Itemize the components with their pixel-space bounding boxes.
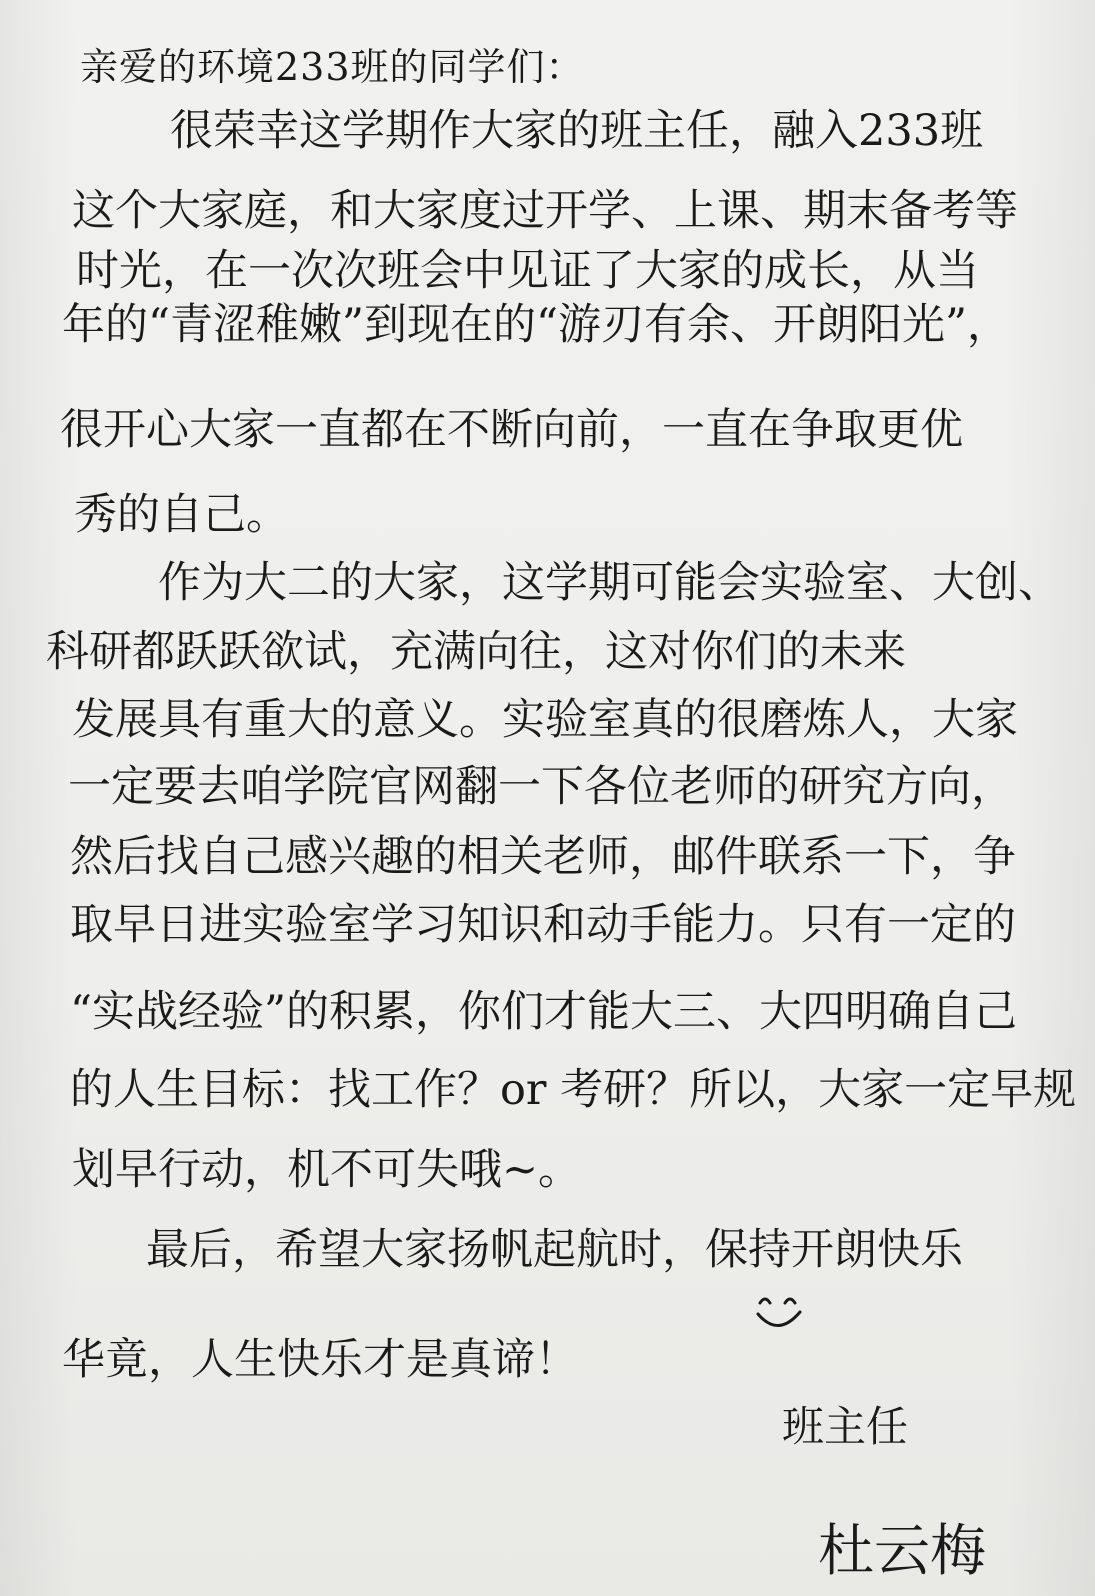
salutation: 亲爱的环境233班的同学们： — [80, 45, 585, 89]
letter-line: 年的“青涩稚嫩”到现在的“游刃有余、开朗阳光”， — [62, 300, 1010, 350]
letter-line: 然后找自己感兴趣的相关老师，邮件联系一下，争 — [70, 832, 1016, 882]
letter-line: 科研都跃跃欲试，充满向往，这对你们的未来 — [46, 627, 906, 677]
letter-line: 的人生目标：找工作？or 考研？所以，大家一定早规 — [70, 1065, 1077, 1115]
letter-line: 划早行动，机不可失哦~。 — [72, 1145, 582, 1195]
letter-line: 发展具有重大的意义。实验室真的很磨炼人，大家 — [72, 695, 1018, 745]
letter-line: 作为大二的大家，这学期可能会实验室、大创、 — [158, 558, 1061, 608]
letter-line: 很开心大家一直都在不断向前，一直在争取更优 — [60, 405, 963, 455]
signature-name: 杜云梅 — [818, 1519, 986, 1584]
letter-line: “实战经验”的积累，你们才能大三、大四明确自己 — [70, 987, 1017, 1037]
letter-line: 很荣幸这学期作大家的班主任，融入233班 — [170, 106, 984, 156]
letter-line: 这个大家庭，和大家度过开学、上课、期末备考等 — [72, 186, 1018, 236]
letter-line: 华竟，人生快乐才是真谛！ — [62, 1335, 578, 1385]
letter-line: 一定要去咱学院官网翻一下各位老师的研究方向， — [68, 762, 1014, 812]
letter-line: 时光，在一次次班会中见证了大家的成长，从当 — [76, 246, 979, 296]
letter-line: 秀的自己。 — [74, 490, 289, 540]
letter-line: 取早日进实验室学习知识和动手能力。只有一定的 — [70, 900, 1016, 950]
signature-title: 班主任 — [782, 1402, 909, 1451]
letter-line: 最后，希望大家扬帆起航时，保持开朗快乐 — [146, 1225, 963, 1275]
smiley-face-doodle — [752, 1287, 806, 1333]
